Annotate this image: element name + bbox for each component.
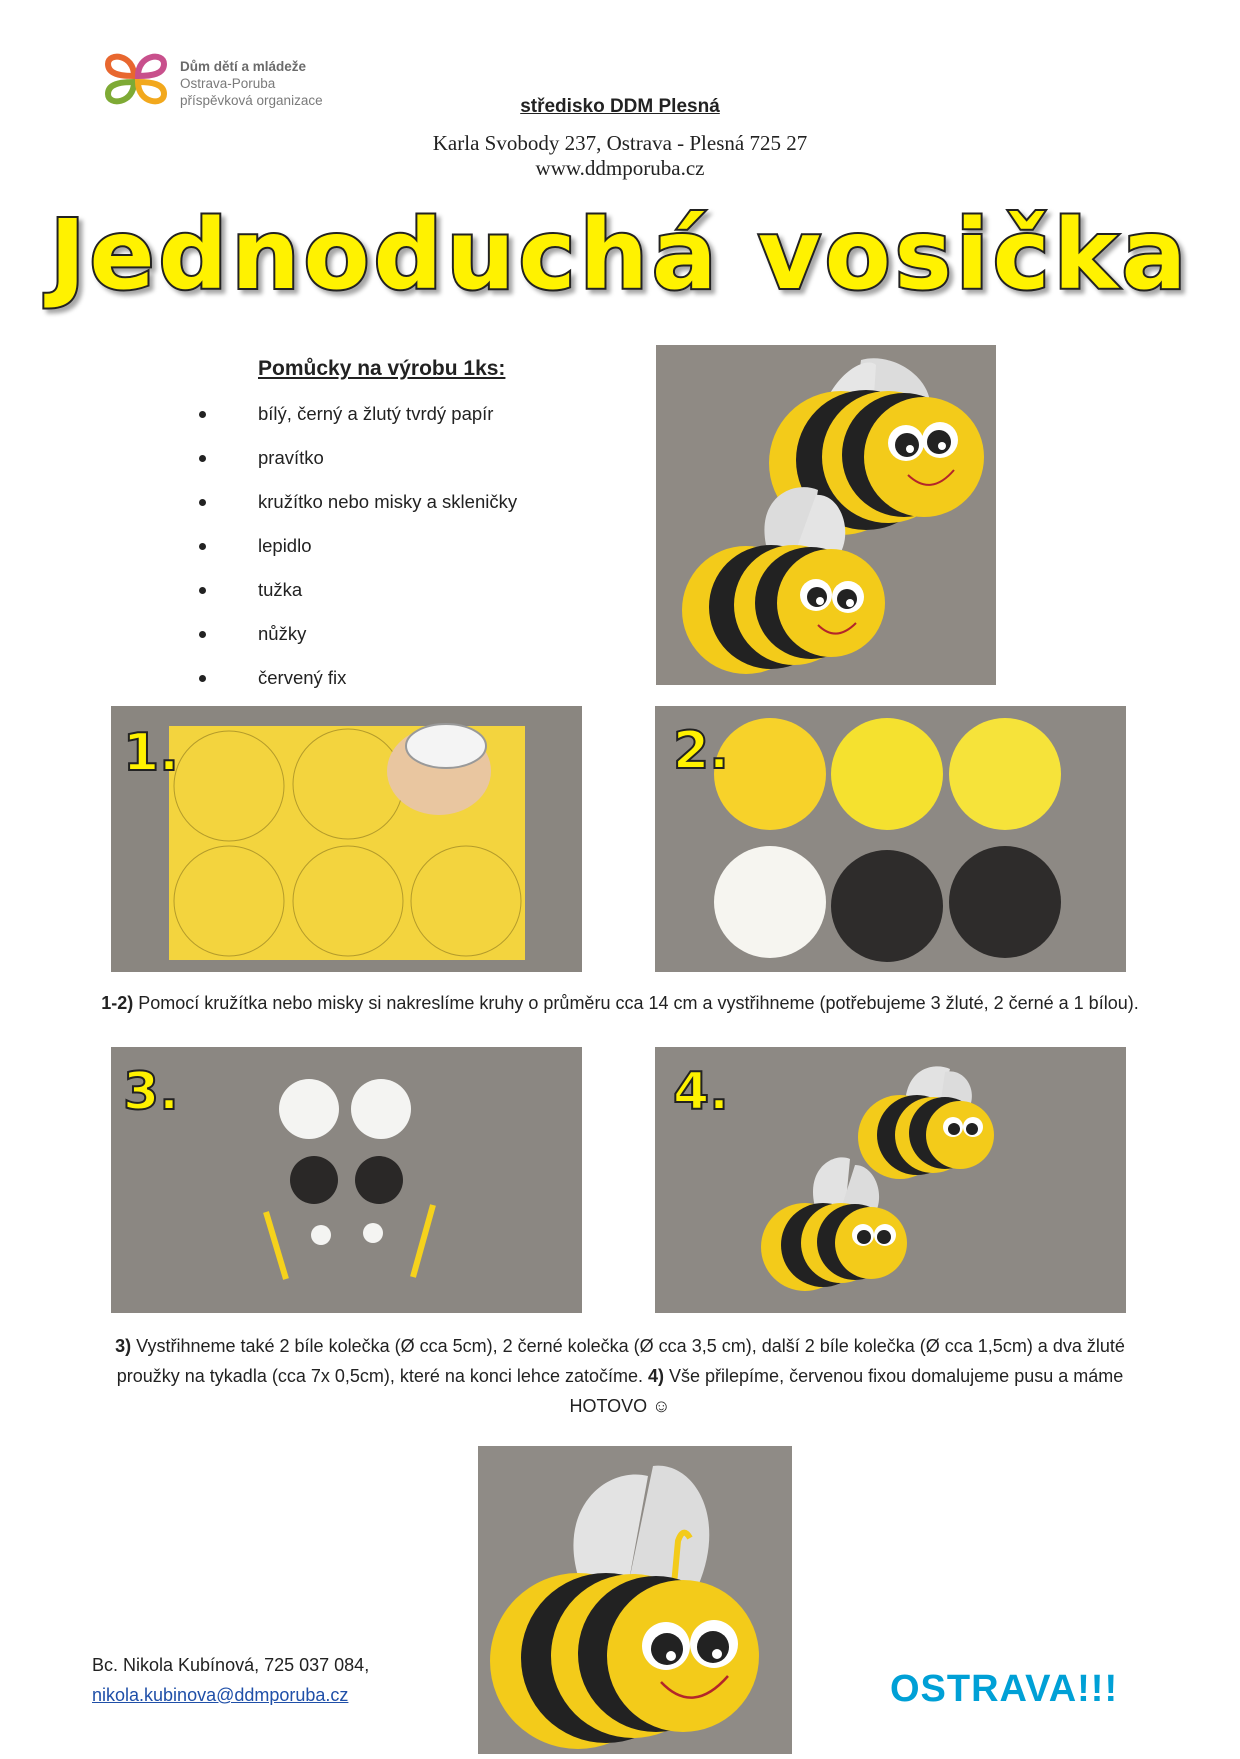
list-item: kružítko nebo misky a skleničky — [196, 488, 517, 532]
list-item: pravítko — [196, 444, 517, 488]
step-3-label: 3. — [123, 1062, 179, 1122]
address-block — [0, 131, 1240, 181]
photo-step-1 — [111, 706, 582, 972]
footer-contact — [92, 1650, 369, 1710]
caption-steps-3-4 — [84, 1331, 1156, 1421]
caption-3-text: Vystřihneme také 2 bíle kolečka (Ø cca 5cm), 2 černé kolečka (Ø cca 3,5 cm), další 2 bíle kolečka (Ø cca 1,5cm) a dva žluté proužky na tykadla (cca 7x 0,5cm), které na konci lehce zatočíme. — [116, 1336, 1125, 1386]
caption-steps-1-2 — [80, 988, 1160, 1018]
logo-line-3: příspěvková organizace — [180, 93, 323, 108]
step-2-label: 2. — [673, 721, 729, 781]
centre-name: středisko DDM Plesná — [520, 96, 720, 117]
list-item: lepidlo — [196, 532, 517, 576]
page-title — [0, 196, 1240, 316]
caption-4-label: 4) — [648, 1366, 665, 1386]
materials-heading: Pomůcky na výrobu 1ks: — [258, 357, 506, 380]
list-item: tužka — [196, 576, 517, 620]
list-item: červený fix — [196, 664, 517, 708]
photo-step-3 — [111, 1047, 582, 1313]
caption-3-label: 3) — [115, 1336, 132, 1356]
title-text: Jednoduchá vosička — [49, 199, 1191, 311]
list-item: nůžky — [196, 620, 517, 664]
photo-final-bee — [478, 1446, 792, 1754]
caption-1-2-text: Pomocí kružítka nebo misky si nakreslíme kruhy o průměru cca 14 cm a vystřihneme (potřebujeme 3 žluté, 2 černé a 1 bílou). — [133, 993, 1139, 1013]
contact-line: Bc. Nikola Kubínová, 725 037 084, — [92, 1655, 370, 1675]
caption-1-2-label: 1-2) — [101, 993, 134, 1013]
step-4-label: 4. — [673, 1062, 729, 1122]
address: Karla Svobody 237, Ostrava - Plesná 725 27 — [432, 131, 808, 155]
photo-step-4 — [655, 1047, 1126, 1313]
list-item: bílý, černý a žlutý tvrdý papír — [196, 400, 517, 444]
caption-4-text: Vše přilepíme, červenou fixou domalujeme pusu a máme HOTOVO ☺ — [569, 1366, 1124, 1416]
photo-step-2 — [655, 706, 1126, 972]
photo-finished-bees — [656, 345, 996, 685]
email-link[interactable]: nikola.kubinova@ddmporuba.cz — [92, 1685, 349, 1705]
logo-line-2: Ostrava-Poruba — [180, 76, 276, 91]
ostrava-logo: OSTRAVA!!! — [890, 1668, 1119, 1710]
materials-list — [196, 400, 517, 708]
website: www.ddmporuba.cz — [535, 156, 705, 180]
logo-line-1: Dům dětí a mládeže — [180, 59, 307, 74]
step-1-label: 1. — [123, 723, 179, 783]
